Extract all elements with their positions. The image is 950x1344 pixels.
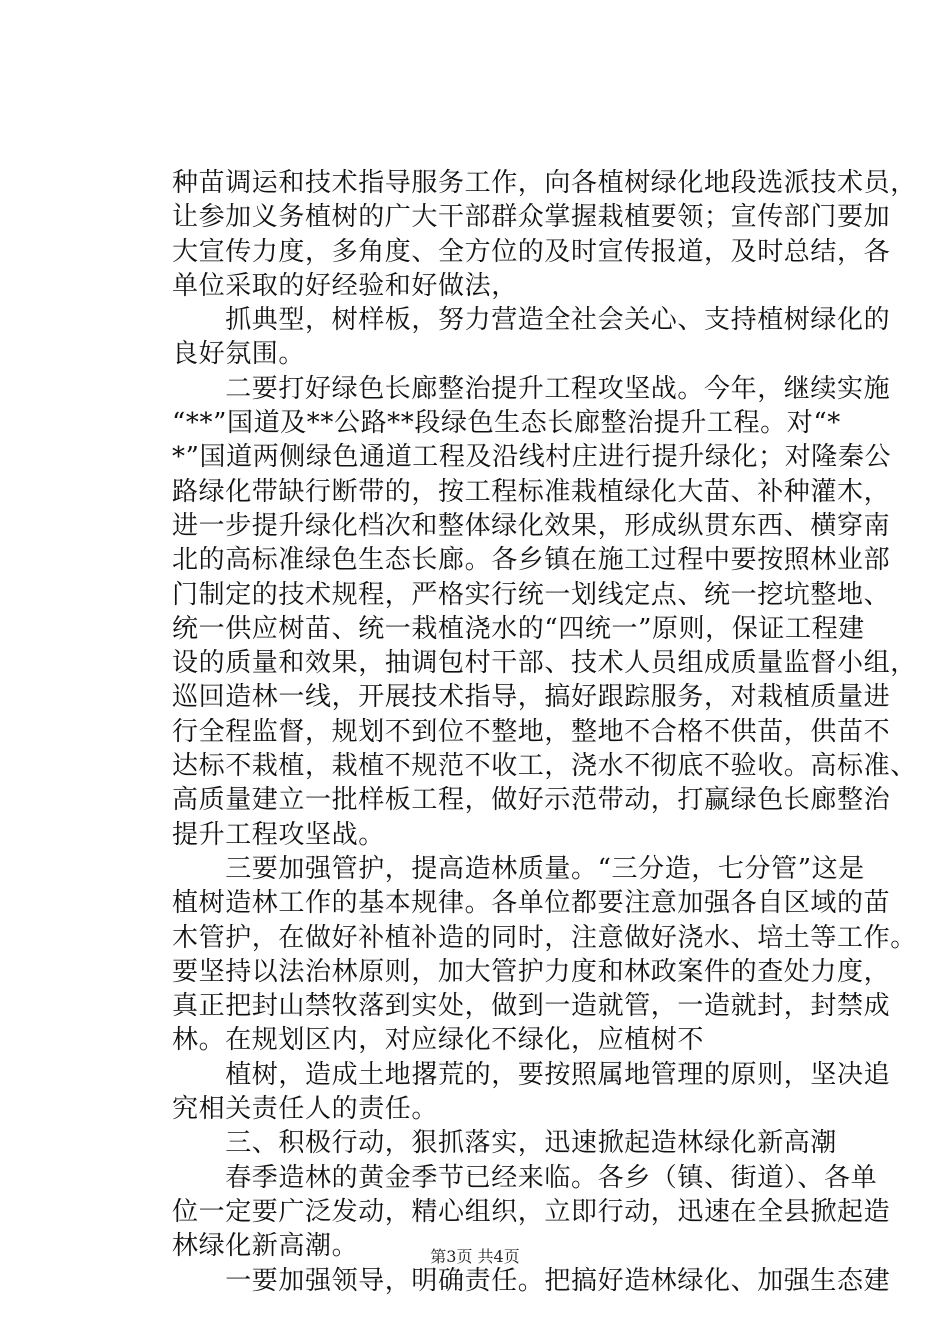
text-line: 路绿化带缺行断带的，按工程标准栽植绿化大苗、补种灌木，	[172, 476, 891, 507]
section-heading: 三、积极行动，狠抓落实，迅速掀起造林绿化新高潮	[172, 1128, 838, 1159]
text-line: *”国道两侧绿色通道工程及沿线村庄进行提升绿化；对隆秦公	[172, 442, 892, 473]
text-line: 真正把封山禁牧落到实处，做到一造就管，一造就封，封禁成	[172, 991, 891, 1022]
text-line: 木管护，在做好补植补造的同时，注意做好浇水、培土等工作。	[172, 922, 917, 953]
text-line: 达标不栽植，栽植不规范不收工，浇水不彻底不验收。高标准、	[172, 751, 917, 782]
text-line: 种苗调运和技术指导服务工作，向各植树绿化地段选派技术员，	[172, 168, 917, 198]
text-line: 植树，造成土地撂荒的，要按照属地管理的原则，坚决追	[172, 1059, 891, 1090]
text-line: 门制定的技术规程，严格实行统一划线定点、统一挖坑整地、	[172, 579, 891, 610]
text-line: 抓典型，树样板，努力营造全社会关心、支持植树绿化的	[172, 305, 891, 336]
text-line: 二要打好绿色长廊整治提升工程攻坚战。今年，继续实施	[172, 373, 891, 404]
text-line: 提升工程攻坚战。	[172, 819, 385, 850]
text-line: 究相关责任人的责任。	[172, 1094, 439, 1125]
text-line: 单位采取的好经验和好做法，	[172, 270, 518, 301]
document-body	[172, 166, 917, 1298]
text-line: 高质量建立一批样板工程，做好示范带动，打赢绿色长廊整治	[172, 785, 891, 816]
text-line: 春季造林的黄金季节已经来临。各乡（镇、街道）、各单	[172, 1162, 878, 1193]
text-line: 巡回造林一线，开展技术指导，搞好跟踪服务，对栽植质量进	[172, 682, 891, 713]
text-line: 一要加强领导，明确责任。把搞好造林绿化、加强生态建	[172, 1265, 891, 1296]
text-line: 统一供应树苗、统一栽植浇水的“四统一”原则，保证工程建	[172, 613, 865, 644]
text-line: 位一定要广泛发动，精心组织，立即行动，迅速在全县掀起造	[172, 1196, 891, 1227]
text-line: 植树造林工作的基本规律。各单位都要注意加强各自区域的苗	[172, 888, 891, 919]
text-line: 让参加义务植树的广大干部群众掌握栽植要领；宣传部门要加	[172, 202, 891, 233]
text-line: “**”国道及**公路**段绿色生态长廊整治提升工程。对“*	[172, 408, 841, 439]
text-line: 良好氛围。	[172, 339, 306, 370]
text-line: 林绿化新高潮。	[172, 1231, 359, 1262]
text-line: 设的质量和效果，抽调包村干部、技术人员组成质量监督小组，	[172, 648, 917, 679]
text-line: 要坚持以法治林原则，加大管护力度和林政案件的查处力度，	[172, 956, 891, 987]
text-line: 林。在规划区内，对应绿化不绿化，应植树不	[172, 1025, 705, 1056]
text-line: 大宣传力度，多角度、全方位的及时宣传报道，及时总结，各	[172, 236, 891, 267]
page-number-footer: 第3页 共4页	[430, 1247, 520, 1266]
text-line: 三要加强管护，提高造林质量。“三分造，七分管”这是	[172, 853, 865, 884]
text-line: 进一步提升绿化档次和整体绿化效果，形成纵贯东西、横穿南	[172, 510, 891, 541]
text-line: 北的高标准绿色生态长廊。各乡镇在施工过程中要按照林业部	[172, 545, 891, 576]
text-line: 行全程监督，规划不到位不整地，整地不合格不供苗，供苗不	[172, 716, 891, 747]
